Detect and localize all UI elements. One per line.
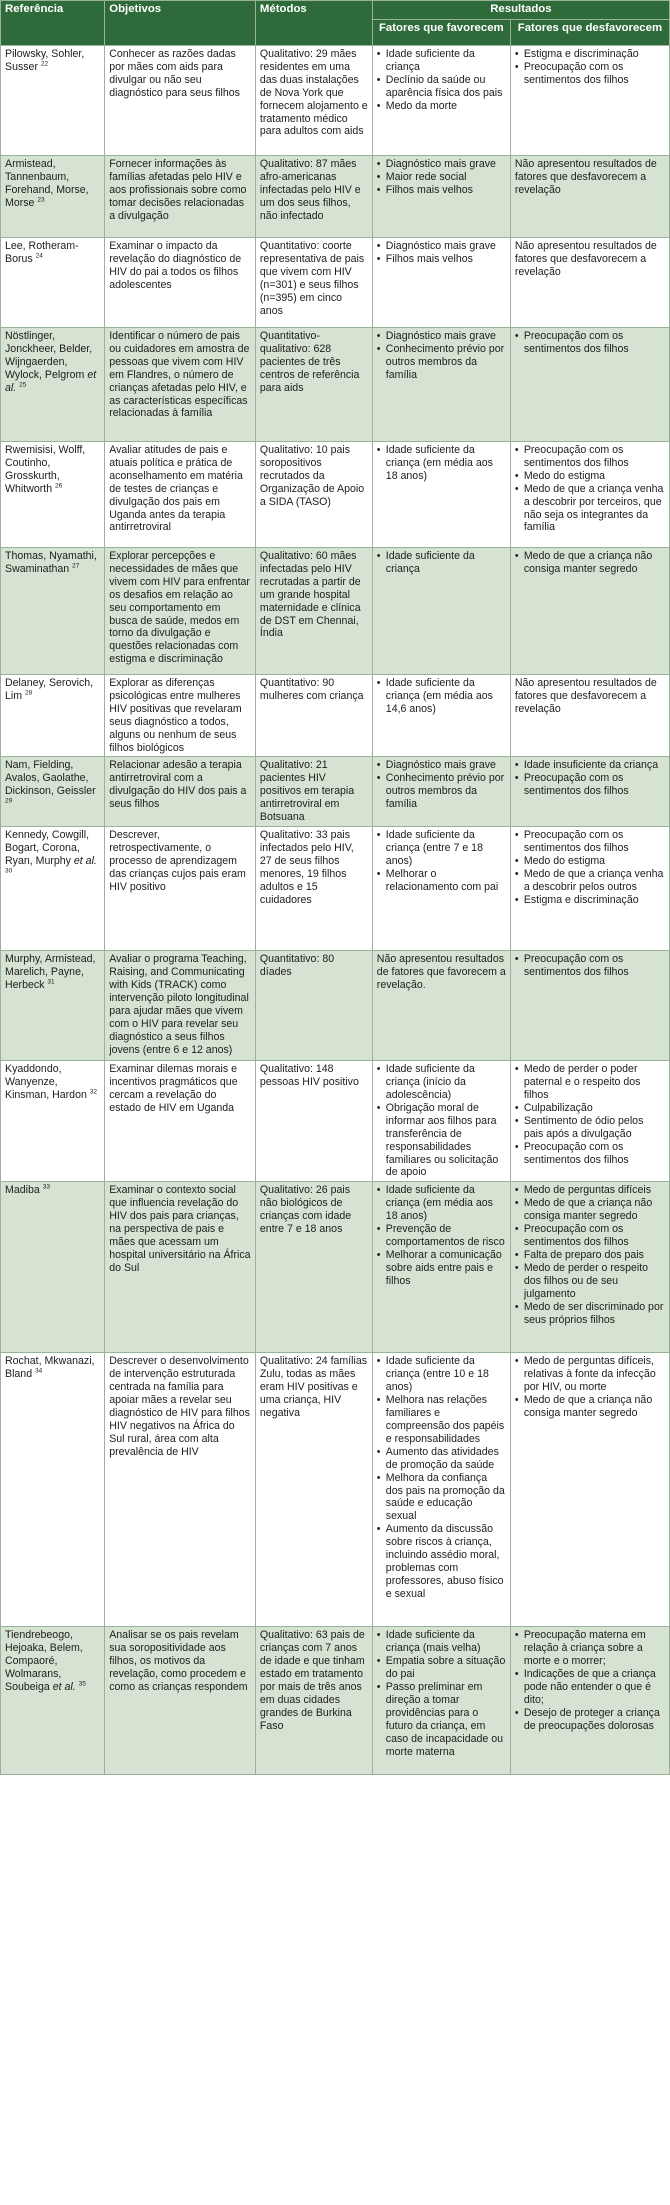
cell-desfavorecem [510, 1182, 669, 1353]
cell-desfavorecem [510, 1061, 669, 1182]
cell-favorecem [372, 827, 510, 951]
cell-objetivos: Fornecer informações às famílias afetadas pelo HIV e aos profissionais sobre como tomar decisões relacionadas a divulgação [105, 155, 256, 237]
list-item: • Preocupação com os sentimentos dos filhos [515, 444, 665, 470]
list-item: • Medo do estigma [515, 855, 665, 868]
reference-authors: Rwemisisi, Wolff, Coutinho, Grosskurth, Whitworth [5, 443, 86, 495]
list-item: • Medo de que a criança não consiga manter segredo [515, 1197, 665, 1223]
reference-number: 33 [42, 1183, 50, 1191]
list-item: • Preocupação com os sentimentos dos filhos [515, 772, 665, 798]
list-item: • Medo de que a criança não consiga manter segredo [515, 550, 665, 576]
list-item: • Medo de perguntas difíceis [515, 1184, 665, 1197]
list-item: • Conhecimento prévio por outros membros da família [377, 772, 506, 811]
bullet-list [377, 677, 506, 716]
list-item: • Melhora nas relações familiares e compreensão dos papéis e responsabilidades [377, 1394, 506, 1446]
list-item: • Preocupação com os sentimentos dos filhos [515, 953, 665, 979]
list-item: • Indicações de que a criança pode não entender o que é dito; [515, 1668, 665, 1707]
list-item: • Medo de ser discriminado por seus próprios filhos [515, 1301, 665, 1327]
bullet-list [515, 759, 665, 798]
list-item: • Medo de perder o respeito dos filhos ou de seu julgamento [515, 1262, 665, 1301]
cell-favorecem [372, 1182, 510, 1353]
cell-objetivos: Analisar se os pais revelam sua soropositividade aos filhos, os motivos da revelação, como procedem e como as crianças respondem [105, 1627, 256, 1775]
cell-favorecem [372, 1627, 510, 1775]
no-results-note: Não apresentou resultados de fatores que favorecem a revelação. [376, 953, 506, 991]
reference-number: 29 [5, 797, 13, 805]
cell-referencia [1, 547, 105, 674]
cell-objetivos: Descrever o desenvolvimento de intervenção estruturada centrada na família para apoiar mães a revelar seu diagnóstico de HIV para filhos HIV negativos na África do Sul rural, área com alta prevalência de HIV [105, 1353, 256, 1627]
table-row [1, 1627, 670, 1775]
reference-etal: et al. [52, 1681, 76, 1694]
cell-referencia [1, 155, 105, 237]
reference-etal: et al. [5, 368, 97, 394]
table-row [1, 237, 670, 327]
cell-referencia [1, 1627, 105, 1775]
cell-desfavorecem [510, 1353, 669, 1627]
table-row [1, 757, 670, 827]
cell-metodos: Qualitativo: 63 pais de crianças com 7 anos de idade e que tinham estado em tratamento por mais de três anos em duas cidades grandes de Burkina Faso [255, 1627, 372, 1775]
bullet-list [377, 1063, 506, 1179]
list-item: • Prevenção de comportamentos de risco [377, 1223, 506, 1249]
cell-metodos: Quantitativo-qualitativo: 628 pacientes de três centros de referência para aids [255, 327, 372, 441]
list-item: • Obrigação moral de informar aos filhos para transferência de responsabilidades familiares ou solicitação de apoio [377, 1102, 506, 1180]
table-row [1, 1061, 670, 1182]
bullet-list [377, 759, 506, 811]
cell-objetivos: Identificar o número de pais ou cuidadores em amostra de pessoas que vivem com HIV em Flandres, o número de crianças afetadas pelo HIV, e as características específicas relacionadas à família [105, 327, 256, 441]
list-item: • Preocupação com os sentimentos dos filhos [515, 330, 665, 356]
reference-number: 26 [55, 482, 63, 490]
cell-objetivos: Avaliar o programa Teaching, Raising, and Communicating with Kids (TRACK) como intervenção piloto longitudinal para ajudar mães que vivem com o HIV para revelar seu diagnóstico a seus filhos jovens (entre 6 e 12 anos) [105, 951, 256, 1061]
bullet-list [377, 240, 506, 266]
table-row [1, 827, 670, 951]
list-item: • Diagnóstico mais grave [377, 330, 506, 343]
no-results-note: Não apresentou resultados de fatores que desfavorecem a revelação [514, 157, 657, 196]
bullet-list [515, 550, 665, 576]
cell-desfavorecem [510, 441, 669, 547]
bullet-list [515, 1355, 665, 1420]
list-item: • Idade suficiente da criança (mais velha) [377, 1629, 506, 1655]
reference-authors: Kyaddondo, Wanyenze, Kinsman, Hardon [5, 1063, 87, 1101]
cell-favorecem [372, 757, 510, 827]
cell-metodos: Qualitativo: 33 pais infectados pelo HIV, 27 de seus filhos menores, 19 filhos adultos e 15 cuidadores [255, 827, 372, 951]
bullet-list [515, 48, 665, 87]
table-row [1, 155, 670, 237]
cell-metodos: Quantitativo: coorte representativa de pais que vivem com HIV (n=301) e seus filhos (n=395) em cinco anos [255, 237, 372, 327]
list-item: • Desejo de proteger a criança de preocupações dolorosas [515, 1707, 665, 1733]
list-item: • Idade suficiente da criança (início da adolescência) [377, 1063, 506, 1102]
table-row [1, 674, 670, 757]
bullet-list [515, 330, 665, 356]
reference-authors: Nöstlinger, Jonckheer, Belder, Wijngaerden, Wylock, Pelgrom [5, 329, 93, 381]
bullet-list [377, 48, 506, 113]
cell-referencia [1, 951, 105, 1061]
cell-objetivos: Examinar o impacto da revelação do diagnóstico de HIV do pai a todos os filhos adolescentes [105, 237, 256, 327]
cell-metodos: Qualitativo: 24 famílias Zulu, todas as mães eram HIV positivas e uma criança, HIV negativa [255, 1353, 372, 1627]
table-row [1, 327, 670, 441]
reference-authors: Thomas, Nyamathi, Swaminathan [5, 549, 97, 575]
cell-referencia [1, 1353, 105, 1627]
list-item: • Passo preliminar em direção a tomar providências para o futuro da criança, em caso de incapacidade ou morte materna [377, 1681, 506, 1759]
table-row [1, 441, 670, 547]
list-item: • Estigma e discriminação [515, 894, 665, 907]
reference-number: 27 [72, 562, 80, 570]
reference-authors: Madiba [5, 1184, 40, 1197]
reference-authors: Tiendrebeogo, Hejoaka, Belem, Compaoré, Wolmarans, Soubeiga [5, 1629, 83, 1694]
reference-number: 30 [5, 867, 13, 875]
cell-objetivos: Explorar percepções e necessidades de mães que vivem com HIV para enfrentar os desafios em relação ao seu comportamento em busca de saúde, medos em torno da divulgação e questões relacionadas com estigma e discriminação [105, 547, 256, 674]
cell-favorecem [372, 547, 510, 674]
bullet-list [377, 330, 506, 382]
list-item: • Aumento das atividades de promoção da saúde [377, 1446, 506, 1472]
cell-objetivos: Avaliar atitudes de pais e atuais política e prática de aconselhamento em matéria de testes de crianças e divulgação dos pais em Uganda antes da terapia antirretroviral [105, 441, 256, 547]
bullet-list [377, 550, 506, 576]
list-item: • Diagnóstico mais grave [377, 759, 506, 772]
bullet-list [377, 1355, 506, 1601]
no-results-note: Não apresentou resultados de fatores que desfavorecem a revelação [514, 676, 657, 715]
cell-desfavorecem [510, 45, 669, 155]
reference-number: 28 [25, 689, 33, 697]
list-item: • Melhorar a comunicação sobre aids entre pais e filhos [377, 1249, 506, 1288]
cell-referencia [1, 674, 105, 757]
cell-metodos: Qualitativo: 10 pais soropositivos recrutados da Organização de Apoio a SIDA (TASO) [255, 441, 372, 547]
list-item: • Idade suficiente da criança (em média aos 14,6 anos) [377, 677, 506, 716]
bullet-list [515, 1629, 665, 1732]
list-item: • Preocupação com os sentimentos dos filhos [515, 61, 665, 87]
bullet-list [515, 829, 665, 907]
bullet-list [377, 1629, 506, 1758]
list-item: • Medo de que a criança venha a descobrir por terceiros, que não seja os integrantes da família [515, 483, 665, 535]
reference-authors: Rochat, Mkwanazi, Bland [5, 1355, 95, 1381]
list-item: • Medo do estigma [515, 470, 665, 483]
cell-favorecem [372, 1061, 510, 1182]
col-header-resultados: Resultados [372, 1, 669, 20]
cell-desfavorecem [510, 674, 669, 757]
list-item: • Preocupação com os sentimentos dos filhos [515, 1141, 665, 1167]
cell-favorecem [372, 45, 510, 155]
cell-objetivos: Explorar as diferenças psicológicas entre mulheres HIV positivas que revelaram seus diagnóstico a todos, alguns ou nenhum de seus filhos biológicos [105, 674, 256, 757]
cell-desfavorecem [510, 827, 669, 951]
cell-favorecem [372, 1353, 510, 1627]
list-item: • Filhos mais velhos [377, 184, 506, 197]
table-row [1, 1182, 670, 1353]
list-item: • Preocupação com os sentimentos dos filhos [515, 1223, 665, 1249]
bullet-list [377, 1184, 506, 1287]
cell-desfavorecem [510, 155, 669, 237]
table-row [1, 45, 670, 155]
list-item: • Preocupação materna em relação à criança sobre a morte e o morrer; [515, 1629, 665, 1668]
list-item: • Medo de perder o poder paternal e o respeito dos filhos [515, 1063, 665, 1102]
reference-number: 23 [37, 196, 45, 204]
list-item: • Filhos mais velhos [377, 253, 506, 266]
list-item: • Conhecimento prévio por outros membros da família [377, 343, 506, 382]
reference-authors: Kennedy, Cowgill, Bogart, Corona, Ryan, Murphy [5, 829, 90, 867]
reference-number: 22 [40, 60, 49, 68]
cell-metodos: Qualitativo: 26 pais não biológicos de crianças com idade entre 7 e 18 anos [255, 1182, 372, 1353]
cell-desfavorecem [510, 951, 669, 1061]
reference-authors: Pilowsky, Sohler, Susser [5, 47, 85, 73]
cell-referencia [1, 1182, 105, 1353]
list-item: • Melhora da confiança dos pais na promoção da saúde e educação sexual [377, 1472, 506, 1524]
reference-authors: Murphy, Armistead, Marelich, Payne, Herbeck [5, 953, 96, 991]
cell-favorecem [372, 327, 510, 441]
reference-authors: Delaney, Serovich, Lim [5, 676, 94, 702]
no-results-note: Não apresentou resultados de fatores que desfavorecem a revelação [514, 239, 657, 278]
list-item: • Melhorar o relacionamento com pai [377, 868, 506, 894]
cell-desfavorecem [510, 327, 669, 441]
cell-objetivos: Descrever, retrospectivamente, o processo de aprendizagem das crianças cujos pais eram HIV positivo [105, 827, 256, 951]
cell-desfavorecem [510, 1627, 669, 1775]
list-item: • Maior rede social [377, 171, 506, 184]
list-item: • Idade suficiente da criança (entre 7 e 18 anos) [377, 829, 506, 868]
reference-etal: et al. [73, 854, 97, 867]
table-body [1, 45, 670, 1774]
reference-authors: Nam, Fielding, Avalos, Gaolathe, Dickinson, Geissler [5, 759, 96, 798]
cell-desfavorecem [510, 547, 669, 674]
cell-desfavorecem [510, 757, 669, 827]
cell-objetivos: Examinar dilemas morais e incentivos pragmáticos que cercam a revelação do estado de HIV em Uganda [105, 1061, 256, 1182]
list-item: • Falta de preparo dos pais [515, 1249, 665, 1262]
cell-referencia [1, 45, 105, 155]
cell-metodos: Qualitativo: 87 mães afro-americanas infectadas pelo HIV e um dos seus filhos, não infectado [255, 155, 372, 237]
list-item: • Diagnóstico mais grave [377, 240, 506, 253]
bullet-list [515, 953, 665, 979]
list-item: • Diagnóstico mais grave [377, 158, 506, 171]
list-item: • Estigma e discriminação [515, 48, 665, 61]
cell-metodos: Qualitativo: 21 pacientes HIV positivos em terapia antirretroviral em Botsuana [255, 757, 372, 827]
list-item: • Declínio da saúde ou aparência física dos pais [377, 74, 506, 100]
table-row [1, 1353, 670, 1627]
bullet-list [377, 829, 506, 894]
cell-favorecem [372, 674, 510, 757]
reference-number: 31 [47, 978, 55, 986]
list-item: • Idade suficiente da criança [377, 48, 506, 74]
cell-referencia [1, 237, 105, 327]
reference-authors: Armistead, Tannenbaum, Forehand, Morse, Morse [5, 157, 89, 209]
reference-number: 34 [35, 1367, 43, 1375]
cell-objetivos: Relacionar adesão a terapia antirretroviral com a divulgação do HIV dos pais a seus filhos [105, 757, 256, 827]
bullet-list [515, 444, 665, 534]
bullet-list [515, 1184, 665, 1326]
list-item: • Idade suficiente da criança (em média aos 18 anos) [377, 1184, 506, 1223]
reference-number: 24 [35, 252, 43, 260]
cell-favorecem [372, 951, 510, 1061]
table-row [1, 547, 670, 674]
cell-referencia [1, 441, 105, 547]
list-item: • Medo de que a criança venha a descobrir pelos outros [515, 868, 665, 894]
cell-referencia [1, 827, 105, 951]
list-item: • Sentimento de ódio pelos pais após a divulgação [515, 1115, 665, 1141]
cell-metodos: Qualitativo: 29 mães residentes em uma das duas instalações de Nova York que fornecem alojamento e tratamento médico para adultos com aids [255, 45, 372, 155]
cell-desfavorecem [510, 237, 669, 327]
cell-metodos: Qualitativo: 60 mães infectadas pelo HIV recrutadas a partir de um grande hospital maternidade e clínica de DST em Chennai, Índia [255, 547, 372, 674]
cell-metodos: Qualitativo: 148 pessoas HIV positivo [255, 1061, 372, 1182]
reference-number: 25 [19, 381, 27, 389]
cell-objetivos: Examinar o contexto social que influencia revelação do HIV dos pais para crianças, na perspectiva de pais e mães que acessam um hospital universitário na África do Sul [105, 1182, 256, 1353]
col-header-favorecem: Fatores que favorecem [372, 19, 510, 45]
list-item: • Culpabilização [515, 1102, 665, 1115]
col-header-referencia: Referência [1, 1, 105, 46]
col-header-desfavorecem: Fatores que desfavorecem [510, 19, 669, 45]
list-item: • Idade insuficiente da criança [515, 759, 665, 772]
bullet-list [377, 444, 506, 483]
list-item: • Idade suficiente da criança (em média aos 18 anos) [377, 444, 506, 483]
col-header-objetivos: Objetivos [105, 1, 256, 46]
cell-favorecem [372, 155, 510, 237]
cell-metodos: Quantitativo: 80 díades [255, 951, 372, 1061]
list-item: • Medo de perguntas difíceis, relativas à fonte da infecção por HIV, ou morte [515, 1355, 665, 1394]
cell-favorecem [372, 237, 510, 327]
reference-authors: Lee, Rotheram-Borus [5, 239, 79, 265]
cell-objetivos: Conhecer as razões dadas por mães com aids para divulgar ou não seu diagnóstico para seus filhos [105, 45, 256, 155]
bullet-list [377, 158, 506, 197]
bullet-list [515, 1063, 665, 1166]
cell-referencia [1, 757, 105, 827]
list-item: • Empatia sobre a situação do pai [377, 1655, 506, 1681]
cell-referencia [1, 327, 105, 441]
col-header-metodos: Métodos [255, 1, 372, 46]
list-item: • Idade suficiente da criança [377, 550, 506, 576]
list-item: • Medo de que a criança não consiga manter segredo [515, 1394, 665, 1420]
list-item: • Medo da morte [377, 100, 506, 113]
cell-referencia [1, 1061, 105, 1182]
list-item: • Idade suficiente da criança (entre 10 e 18 anos) [377, 1355, 506, 1394]
reference-number: 32 [89, 1088, 98, 1096]
cell-metodos: Quantitativo: 90 mulheres com criança [255, 674, 372, 757]
cell-favorecem [372, 441, 510, 547]
reference-number: 35 [78, 1680, 86, 1688]
table-row [1, 951, 670, 1061]
list-item: • Preocupação com os sentimentos dos filhos [515, 829, 665, 855]
list-item: • Aumento da discussão sobre riscos à criança, incluindo assédio moral, problemas com professores, abuso físico e sexual [377, 1523, 506, 1601]
